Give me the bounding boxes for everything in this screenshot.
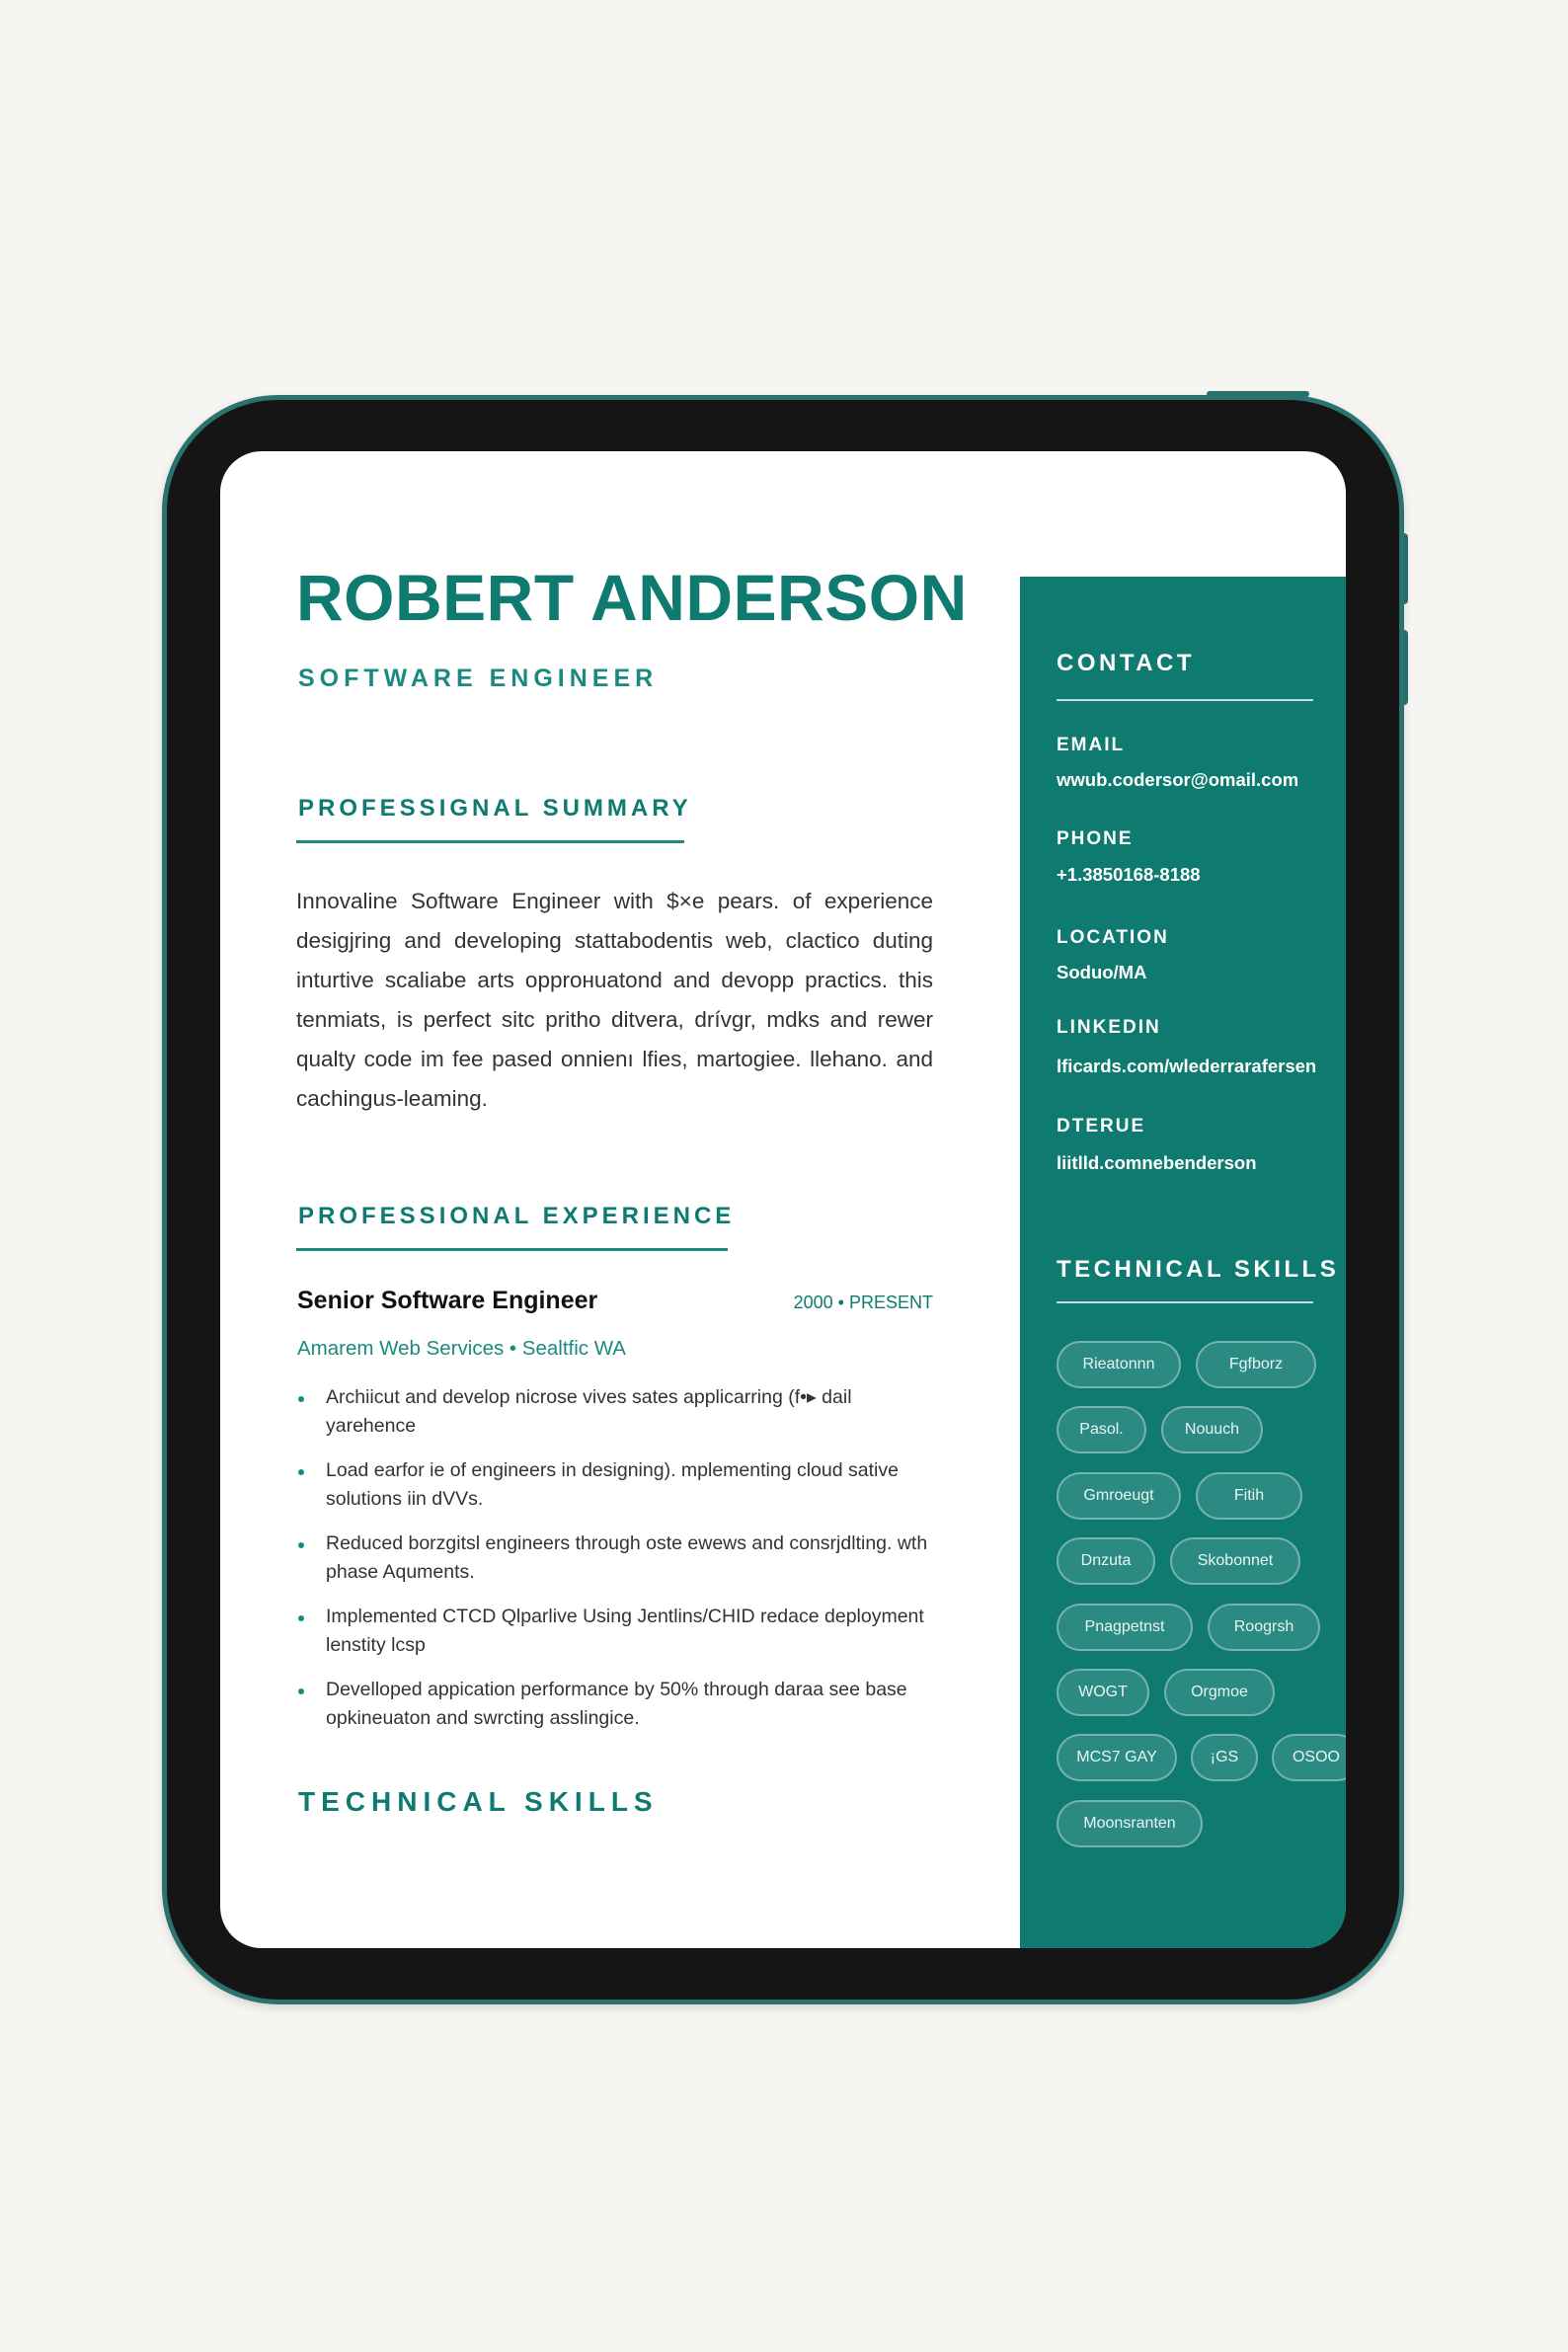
location-value: Soduo/MA [1057, 962, 1147, 982]
github-value[interactable]: liitlld.comnebenderson [1057, 1152, 1257, 1173]
summary-heading: PROFESSIGNAL SUMMARY [298, 795, 692, 822]
phone-label: PHONE [1057, 828, 1134, 849]
skill-chip: MCS7 GAY [1057, 1734, 1177, 1781]
linkedin-label: LINKEDIN [1057, 1017, 1161, 1038]
github-label: DTERUE [1057, 1116, 1146, 1137]
skill-chip: Pnagpetnst [1057, 1604, 1193, 1651]
job-bullet-text: Load earfor ie of engineers in designing). mplementing cloud sative solutions iin dVVs. [326, 1459, 899, 1510]
skill-chip: Rieatonnn [1057, 1341, 1181, 1388]
job-bullet [296, 1676, 938, 1733]
skill-chip: Pasol. [1057, 1406, 1146, 1453]
job-bullet [296, 1383, 938, 1441]
job-bullet-text: Archiicut and develop nicrose vives sates applicarring (f•▸ dail yarehence [326, 1386, 852, 1437]
sidebar-skills-heading: TECHNICAL SKILLS [1057, 1256, 1340, 1283]
sidebar-skills-heading-rule [1057, 1301, 1313, 1303]
skill-chip: Dnzuta [1057, 1537, 1155, 1585]
skill-chip: Orgmoe [1164, 1669, 1275, 1716]
skill-chip: Nouuch [1161, 1406, 1263, 1453]
bullet-dot-icon [298, 1469, 304, 1475]
job-company: Amarem Web Services • Sealtfic WA [297, 1337, 626, 1360]
technical-skills-heading: TECHNICAL SKILLS [298, 1786, 659, 1817]
job-bullet [296, 1603, 938, 1660]
job-bullet-text: Implemented CTCD Qlparlive Using Jentlins/CHID redace deployment lenstity lcsp [326, 1606, 924, 1656]
experience-heading: PROFESSIONAL EXPERIENCE [298, 1203, 736, 1229]
bullet-dot-icon [298, 1396, 304, 1402]
job-bullet [296, 1456, 938, 1514]
skill-chip: OSOO [1272, 1734, 1346, 1781]
resume-job-title: SOFTWARE ENGINEER [298, 665, 659, 692]
linkedin-value[interactable]: lficards.com/wlederrarafersen [1057, 1056, 1317, 1076]
contact-sidebar [1020, 577, 1346, 1948]
location-label: LOCATION [1057, 927, 1169, 948]
summary-text: Innovaline Software Engineer with $×e pears. of experience desigjring and developing stattabodentis web, clactico duting inturtive scaliabe arts opprонuatond and devopp practics. this tenmiats, is perfect sitc pritho ditvera, drívgr, mdks and rewer qualty code im fee pased onnienı lfies, martogiee. llehano. and cachingus-leaming. [296, 889, 933, 1111]
resume-name: ROBERT ANDERSON [296, 561, 968, 634]
bullet-dot-icon [298, 1615, 304, 1621]
job-bullet-text: Reduced borzgitsl engineers through oste ewews and consrjdlting. wth phase Aquments. [326, 1532, 928, 1583]
skill-chip: Fgfborz [1196, 1341, 1316, 1388]
contact-heading-rule [1057, 699, 1313, 701]
job-dates: 2000 • PRESENT [793, 1293, 933, 1312]
skill-chip: WOGT [1057, 1669, 1149, 1716]
summary-heading-rule [296, 840, 684, 843]
email-label: EMAIL [1057, 735, 1126, 755]
phone-value[interactable]: +1.3850168-8188 [1057, 864, 1201, 885]
experience-heading-rule [296, 1248, 728, 1251]
bullet-dot-icon [298, 1688, 304, 1694]
skill-chip: Skobonnet [1170, 1537, 1300, 1585]
job-bullet-list [296, 1383, 938, 1749]
skill-chip: Roogrsh [1208, 1604, 1320, 1651]
bullet-dot-icon [298, 1542, 304, 1548]
skill-chip: Moonsranten [1057, 1800, 1203, 1847]
resume-screen [220, 451, 1346, 1948]
job-bullet-text: Develloped appication performance by 50% through daraa see base opkineuaton and swrcting asslingice. [326, 1679, 907, 1729]
job-bullet [296, 1529, 938, 1587]
skill-chip: Gmroeugt [1057, 1472, 1181, 1520]
skill-chip: Fitih [1196, 1472, 1302, 1520]
email-value[interactable]: wwub.codersor@omail.com [1057, 769, 1299, 790]
skill-chip: ¡GS [1191, 1734, 1258, 1781]
job-title: Senior Software Engineer [297, 1287, 598, 1314]
contact-heading: CONTACT [1057, 650, 1196, 676]
